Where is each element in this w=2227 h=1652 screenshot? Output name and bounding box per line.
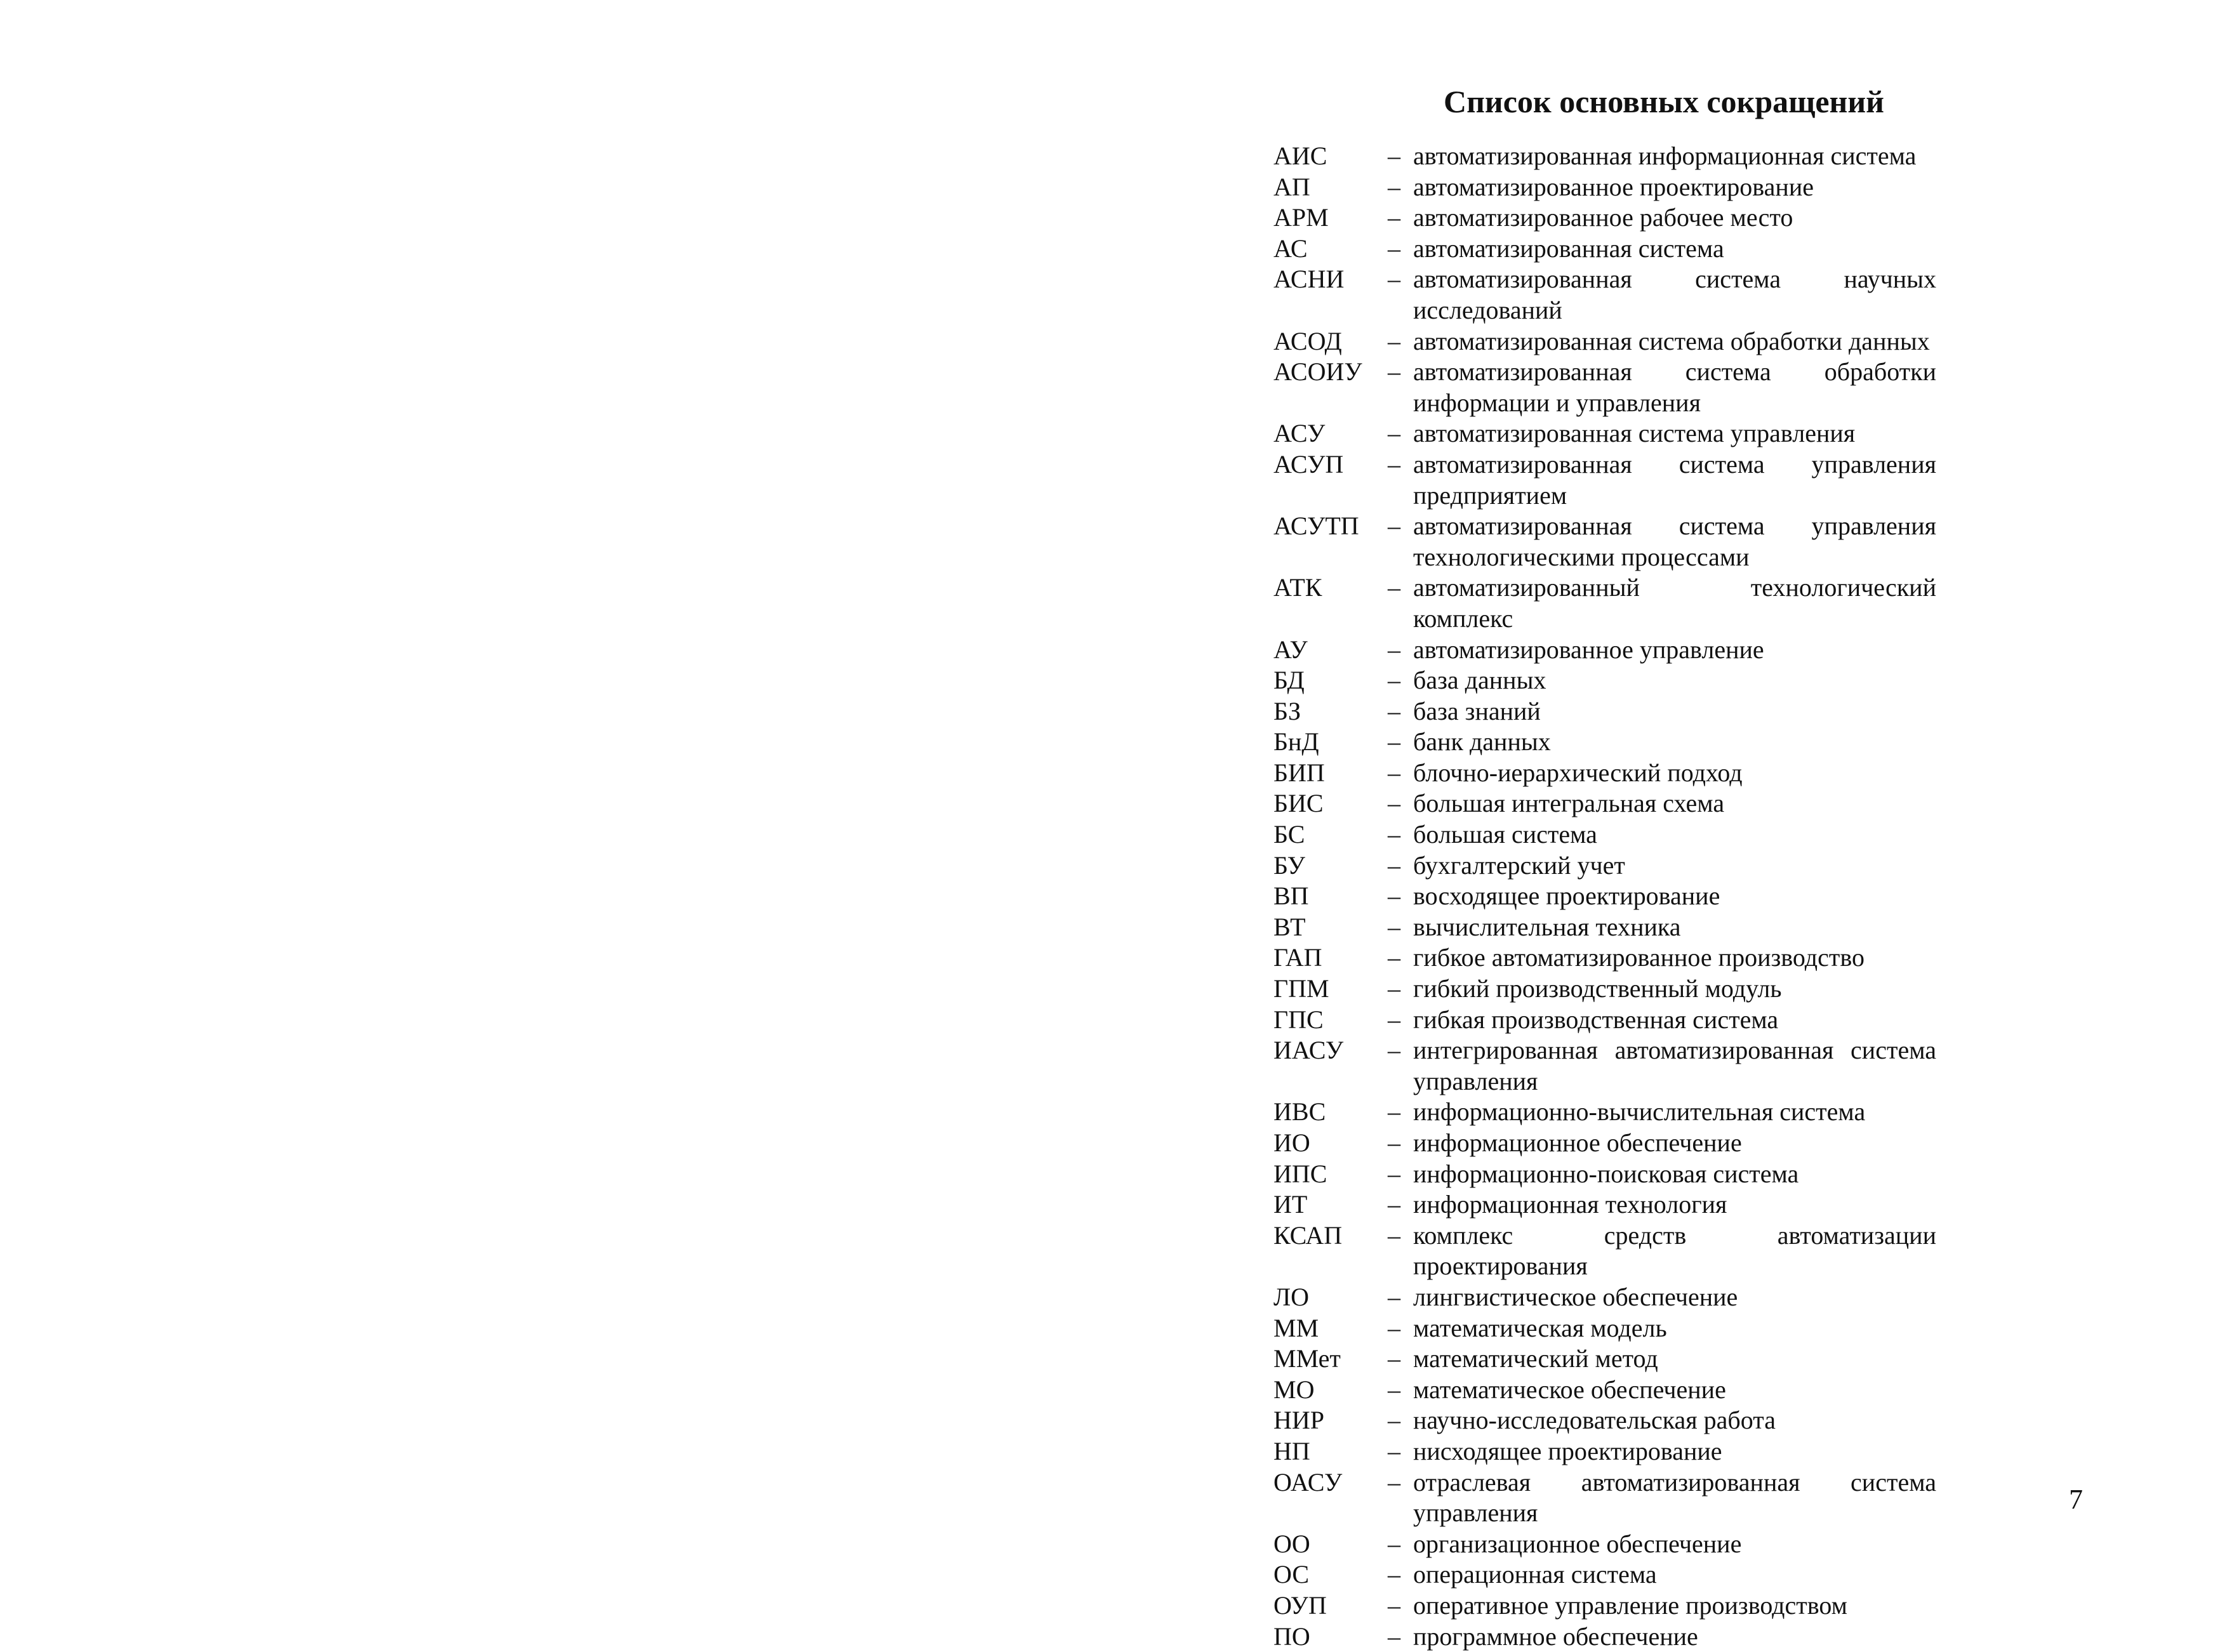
dash: – [1375,696,1413,727]
dash: – [1375,357,1413,388]
definition: база знаний [1413,696,1936,727]
dash: – [1375,572,1413,604]
definition: автоматизированная система обработки информации и управления [1413,357,1936,418]
dash: – [1375,665,1413,696]
dash: – [1375,1436,1413,1467]
abbreviation: ММ [1273,1313,1375,1344]
definition: нисходящее проектирование [1413,1436,1936,1467]
abbreviation: АТК [1273,572,1375,604]
dash: – [1375,1035,1413,1066]
definition: автоматизированный технологический комплекс [1413,572,1936,634]
abbreviation: ОУП [1273,1590,1375,1622]
dash: – [1375,449,1413,480]
definition: большая интегральная схема [1413,788,1936,819]
definition: комплекс средств автоматизации проектирования [1413,1220,1936,1282]
list-item [1273,141,1936,172]
list-item [1273,572,1936,634]
definition: блочно-иерархический подход [1413,758,1936,789]
abbreviation-list [1273,141,1936,1652]
list-item [1273,449,1936,511]
definition: банк данных [1413,727,1936,758]
abbreviation: ИПС [1273,1159,1375,1190]
abbreviation: АСНИ [1273,264,1375,295]
dash: – [1375,202,1413,234]
dash: – [1375,1344,1413,1375]
list-item [1273,850,1936,882]
dash: – [1375,141,1413,172]
dash: – [1375,1282,1413,1313]
list-item [1273,1313,1936,1344]
definition: информационно-вычислительная система [1413,1097,1936,1128]
definition: автоматизированная система научных исследований [1413,264,1936,326]
dash: – [1375,234,1413,265]
page-title: Список основных сокращений [1270,81,2058,122]
list-item [1273,234,1936,265]
abbreviation: АСОД [1273,326,1375,357]
dash: – [1375,1313,1413,1344]
list-item [1273,881,1936,912]
dash: – [1375,1375,1413,1406]
list-item [1273,1529,1936,1560]
abbreviation: БУ [1273,850,1375,882]
dash: – [1375,1405,1413,1436]
abbreviation: АСУТП [1273,511,1375,542]
list-item [1273,264,1936,326]
abbreviation: ГПС [1273,1005,1375,1036]
dash: – [1375,881,1413,912]
dash: – [1375,819,1413,850]
abbreviation: АРМ [1273,202,1375,234]
abbreviation: АСУП [1273,449,1375,480]
abbreviation: НП [1273,1436,1375,1467]
left-page-blank [0,0,1114,1573]
dash: – [1375,264,1413,295]
list-item [1273,1467,1936,1529]
definition: автоматизированная система [1413,234,1936,265]
abbreviation: АП [1273,172,1375,203]
definition: программное обеспечение [1413,1622,1936,1652]
abbreviation: ЛО [1273,1282,1375,1313]
definition: математическая модель [1413,1313,1936,1344]
list-item [1273,202,1936,234]
definition: вычислительная техника [1413,912,1936,943]
abbreviation: НИР [1273,1405,1375,1436]
list-item [1273,974,1936,1005]
abbreviation: ММет [1273,1344,1375,1375]
definition: информационная технология [1413,1189,1936,1220]
abbreviation: ИТ [1273,1189,1375,1220]
list-item [1273,1559,1936,1590]
definition: автоматизированная система обработки данных [1413,326,1936,357]
abbreviation: ИО [1273,1128,1375,1159]
dash: – [1375,326,1413,357]
dash: – [1375,758,1413,789]
dash: – [1375,1005,1413,1036]
abbreviation: МО [1273,1375,1375,1406]
list-item [1273,1436,1936,1467]
dash: – [1375,635,1413,666]
list-item [1273,727,1936,758]
list-item [1273,326,1936,357]
list-item [1273,1005,1936,1036]
definition: автоматизированное управление [1413,635,1936,666]
abbreviation: ИВС [1273,1097,1375,1128]
list-item [1273,1622,1936,1652]
dash: – [1375,1128,1413,1159]
list-item [1273,172,1936,203]
list-item [1273,1220,1936,1282]
right-page [1114,0,2227,1573]
dash: – [1375,418,1413,449]
definition: гибкая производственная система [1413,1005,1936,1036]
list-item [1273,1189,1936,1220]
abbreviation: ИАСУ [1273,1035,1375,1066]
list-item [1273,942,1936,974]
list-item [1273,1097,1936,1128]
abbreviation: БС [1273,819,1375,850]
definition: гибкий производственный модуль [1413,974,1936,1005]
dash: – [1375,1220,1413,1252]
abbreviation: КСАП [1273,1220,1375,1252]
list-item [1273,1035,1936,1097]
dash: – [1375,727,1413,758]
definition: база данных [1413,665,1936,696]
list-item [1273,511,1936,572]
definition: большая система [1413,819,1936,850]
abbreviation: ОАСУ [1273,1467,1375,1498]
definition: бухгалтерский учет [1413,850,1936,882]
definition: автоматизированное рабочее место [1413,202,1936,234]
dash: – [1375,1159,1413,1190]
list-item [1273,1344,1936,1375]
definition: автоматизированная система управления [1413,418,1936,449]
list-item [1273,696,1936,727]
list-item [1273,819,1936,850]
list-item [1273,758,1936,789]
definition: организационное обеспечение [1413,1529,1936,1560]
list-item [1273,912,1936,943]
list-item [1273,1590,1936,1622]
definition: оперативное управление производством [1413,1590,1936,1622]
abbreviation: АСУ [1273,418,1375,449]
list-item [1273,635,1936,666]
abbreviation: БЗ [1273,696,1375,727]
dash: – [1375,1467,1413,1498]
abbreviation: АС [1273,234,1375,265]
definition: автоматизированная информационная система [1413,141,1936,172]
abbreviation: ОС [1273,1559,1375,1590]
dash: – [1375,974,1413,1005]
definition: операционная система [1413,1559,1936,1590]
abbreviation: АСОИУ [1273,357,1375,388]
list-item [1273,665,1936,696]
dash: – [1375,1559,1413,1590]
abbreviation: БИП [1273,758,1375,789]
list-item [1273,1282,1936,1313]
dash: – [1375,1529,1413,1560]
dash: – [1375,1097,1413,1128]
definition: автоматизированное проектирование [1413,172,1936,203]
abbreviation: ВТ [1273,912,1375,943]
abbreviation: ГАП [1273,942,1375,974]
definition: математический метод [1413,1344,1936,1375]
dash: – [1375,912,1413,943]
abbreviation: ВП [1273,881,1375,912]
dash: – [1375,942,1413,974]
dash: – [1375,511,1413,542]
abbreviation: АИС [1273,141,1375,172]
list-item [1273,1128,1936,1159]
page-number: 7 [2069,1482,2083,1517]
definition: гибкое автоматизированное производство [1413,942,1936,974]
dash: – [1375,1622,1413,1652]
list-item [1273,418,1936,449]
list-item [1273,1405,1936,1436]
definition: информационное обеспечение [1413,1128,1936,1159]
definition: автоматизированная система управления технологическими процессами [1413,511,1936,572]
dash: – [1375,172,1413,203]
abbreviation: АУ [1273,635,1375,666]
abbreviation: БнД [1273,727,1375,758]
definition: информационно-поисковая система [1413,1159,1936,1190]
definition: интегрированная автоматизированная система управления [1413,1035,1936,1097]
dash: – [1375,1189,1413,1220]
list-item [1273,788,1936,819]
definition: научно-исследовательская работа [1413,1405,1936,1436]
list-item [1273,357,1936,418]
dash: – [1375,788,1413,819]
definition: лингвистическое обеспечение [1413,1282,1936,1313]
list-item [1273,1375,1936,1406]
definition: математическое обеспечение [1413,1375,1936,1406]
abbreviation: БД [1273,665,1375,696]
list-item [1273,1159,1936,1190]
abbreviation: ПО [1273,1622,1375,1652]
definition: восходящее проектирование [1413,881,1936,912]
abbreviation: ОО [1273,1529,1375,1560]
definition: автоматизированная система управления предприятием [1413,449,1936,511]
abbreviation: ГПМ [1273,974,1375,1005]
dash: – [1375,1590,1413,1622]
abbreviation: БИС [1273,788,1375,819]
dash: – [1375,850,1413,882]
definition: отраслевая автоматизированная система управления [1413,1467,1936,1529]
